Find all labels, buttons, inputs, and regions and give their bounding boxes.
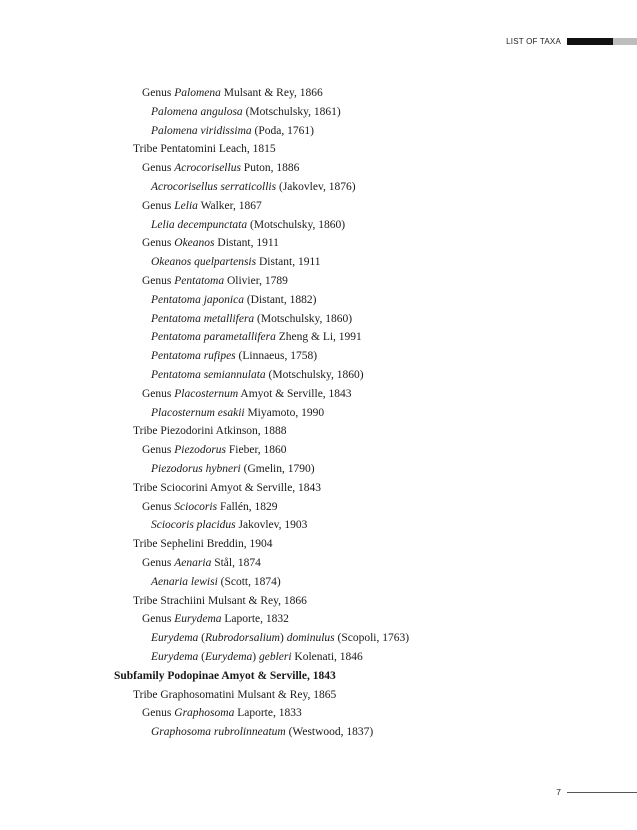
taxon-text: Genus bbox=[142, 613, 175, 626]
taxon-name: Piezodorus bbox=[174, 444, 227, 457]
taxon-text: (Scott, 1874) bbox=[217, 575, 281, 588]
taxon-text: Subfamily Podopinae Amyot & Serville, 1843 bbox=[114, 669, 336, 682]
genus-entry bbox=[142, 274, 288, 288]
taxon-name: Okeanos quelpartensis bbox=[151, 256, 257, 269]
taxon-name: dominulus bbox=[286, 632, 335, 645]
taxon-text: Olivier, 1789 bbox=[224, 275, 288, 287]
taxon-text: Tribe Sciocorini Amyot & Serville, 1843 bbox=[133, 481, 322, 494]
taxon-text: Kolenati, 1846 bbox=[291, 651, 363, 663]
taxon-name: Acrocorisellus serraticollis bbox=[151, 181, 277, 193]
taxon-name: Acrocorisellus bbox=[174, 162, 241, 175]
header-bar-dark bbox=[567, 38, 613, 45]
species-entry bbox=[151, 368, 364, 382]
taxon-text: Genus bbox=[142, 500, 175, 513]
header-bar-light bbox=[613, 38, 637, 45]
taxon-text: (Motschulsky, 1861) bbox=[242, 105, 341, 118]
taxon-name: Palomena bbox=[174, 87, 221, 99]
species-entry bbox=[151, 650, 363, 664]
taxon-name: Palomena viridissima bbox=[151, 124, 252, 137]
taxon-text: Genus bbox=[142, 707, 175, 720]
species-entry bbox=[151, 180, 356, 194]
species-entry bbox=[151, 312, 352, 326]
taxon-text: (Scopoli, 1763) bbox=[334, 632, 410, 645]
taxon-text: Genus bbox=[142, 237, 175, 250]
taxon-name: Pentatoma metallifera bbox=[151, 312, 255, 325]
genus-entry bbox=[142, 612, 289, 626]
species-entry bbox=[151, 124, 314, 138]
taxon-text: Genus bbox=[142, 199, 175, 212]
species-entry bbox=[151, 330, 362, 344]
taxon-text: Tribe Piezodorini Atkinson, 1888 bbox=[133, 425, 287, 438]
taxon-text: (Motschulsky, 1860) bbox=[254, 312, 353, 325]
taxon-text: Genus bbox=[142, 162, 175, 175]
species-entry bbox=[151, 462, 315, 476]
taxon-name: Sciocoris placidus bbox=[151, 519, 236, 532]
taxon-text: ( bbox=[198, 632, 205, 645]
taxon-name: Palomena angulosa bbox=[151, 105, 243, 118]
species-entry bbox=[151, 406, 324, 420]
taxon-text: Tribe Pentatomini Leach, 1815 bbox=[133, 143, 276, 156]
genus-entry bbox=[142, 86, 323, 100]
taxon-text: (Motschulsky, 1860) bbox=[247, 218, 346, 231]
taxon-text: Genus bbox=[142, 444, 175, 457]
taxon-name: Pentatoma bbox=[174, 275, 225, 287]
taxon-text: ) bbox=[252, 651, 259, 663]
taxon-text: ) bbox=[279, 632, 287, 645]
genus-entry bbox=[142, 199, 262, 213]
taxon-name: Eurydema bbox=[151, 651, 199, 663]
species-entry bbox=[151, 575, 281, 589]
tribe-entry bbox=[133, 424, 287, 438]
taxon-name: Piezodorus hybneri bbox=[151, 463, 241, 475]
taxon-text: Fieber, 1860 bbox=[226, 444, 287, 457]
subfamily-entry bbox=[114, 669, 336, 683]
taxon-name: Eurydema bbox=[151, 632, 199, 645]
taxon-name: Aenaria bbox=[174, 557, 212, 569]
genus-entry bbox=[142, 161, 299, 175]
taxon-name: Pentatoma rufipes bbox=[151, 350, 236, 363]
taxon-name: gebleri bbox=[258, 651, 292, 663]
genus-entry bbox=[142, 236, 279, 250]
section-title: LIST OF TAXA bbox=[506, 36, 561, 46]
taxon-text: Tribe Sephelini Breddin, 1904 bbox=[133, 538, 273, 551]
species-entry bbox=[151, 725, 373, 739]
taxon-text: Stål, 1874 bbox=[211, 557, 261, 569]
taxon-name: Lelia decempunctata bbox=[151, 218, 248, 231]
taxon-text: Laporte, 1833 bbox=[234, 707, 302, 720]
taxon-text: (Poda, 1761) bbox=[251, 124, 314, 137]
taxon-name: Aenaria lewisi bbox=[151, 575, 218, 588]
taxon-text: Distant, 1911 bbox=[256, 256, 321, 269]
taxon-text: Puton, 1886 bbox=[240, 162, 300, 175]
taxon-text: Tribe Strachiini Mulsant & Rey, 1866 bbox=[133, 594, 307, 607]
taxon-text: (Jakovlev, 1876) bbox=[276, 181, 356, 193]
taxon-name: Graphosoma rubrolinneatum bbox=[151, 726, 286, 739]
species-entry bbox=[151, 631, 409, 645]
taxon-name: Rubrodorsalium bbox=[204, 632, 280, 645]
taxon-name: Pentatoma parametallifera bbox=[151, 331, 276, 344]
taxon-name: Placosternum esakii bbox=[151, 406, 245, 419]
taxon-name: Eurydema bbox=[174, 613, 222, 626]
taxon-text: Genus bbox=[142, 557, 175, 569]
taxon-name: Okeanos bbox=[174, 237, 215, 250]
page-footer bbox=[556, 787, 637, 797]
taxon-text: (Gmelin, 1790) bbox=[240, 463, 315, 475]
species-entry bbox=[151, 293, 316, 307]
taxon-text: (Distant, 1882) bbox=[243, 293, 317, 306]
taxon-text: Mulsant & Rey, 1866 bbox=[220, 87, 323, 99]
taxon-text: ( bbox=[198, 651, 205, 663]
taxon-name: Eurydema bbox=[204, 651, 253, 663]
taxon-text: Zheng & Li, 1991 bbox=[275, 331, 362, 344]
taxon-name: Lelia bbox=[174, 199, 198, 212]
taxon-text: Miyamoto, 1990 bbox=[244, 406, 325, 419]
taxon-text: Distant, 1911 bbox=[214, 237, 279, 250]
taxon-text: Jakovlev, 1903 bbox=[235, 519, 308, 532]
taxon-text: Laporte, 1832 bbox=[221, 613, 289, 626]
taxon-text: Genus bbox=[142, 387, 175, 400]
genus-entry bbox=[142, 443, 287, 457]
species-entry bbox=[151, 349, 317, 363]
tribe-entry bbox=[133, 537, 273, 551]
species-entry bbox=[151, 255, 321, 269]
tribe-entry bbox=[133, 688, 336, 702]
taxon-text: (Motschulsky, 1860) bbox=[265, 369, 364, 381]
taxon-text: Fallén, 1829 bbox=[217, 500, 278, 513]
species-entry bbox=[151, 218, 345, 232]
taxon-text: Tribe Graphosomatini Mulsant & Rey, 1865 bbox=[133, 688, 337, 701]
taxon-name: Pentatoma japonica bbox=[151, 293, 244, 306]
taxon-name: Graphosoma bbox=[174, 707, 235, 720]
taxon-name: Sciocoris bbox=[174, 500, 218, 513]
footer-rule bbox=[567, 792, 637, 793]
running-header bbox=[506, 36, 637, 46]
genus-entry bbox=[142, 556, 261, 570]
taxon-text: Genus bbox=[142, 87, 175, 99]
taxon-text: (Linnaeus, 1758) bbox=[235, 350, 318, 363]
tribe-entry bbox=[133, 142, 276, 156]
taxon-name: Placosternum bbox=[174, 387, 239, 400]
tribe-entry bbox=[133, 594, 307, 608]
genus-entry bbox=[142, 387, 352, 401]
species-entry bbox=[151, 518, 307, 532]
genus-entry bbox=[142, 706, 302, 720]
genus-entry bbox=[142, 500, 277, 514]
taxon-text: Amyot & Serville, 1843 bbox=[238, 387, 352, 400]
tribe-entry bbox=[133, 481, 321, 495]
page-number: 7 bbox=[556, 787, 561, 797]
taxon-text: (Westwood, 1837) bbox=[285, 726, 374, 739]
species-entry bbox=[151, 105, 341, 119]
taxon-text: Genus bbox=[142, 275, 175, 287]
taxon-text: Walker, 1867 bbox=[197, 199, 262, 212]
taxon-name: Pentatoma semiannulata bbox=[151, 369, 266, 381]
